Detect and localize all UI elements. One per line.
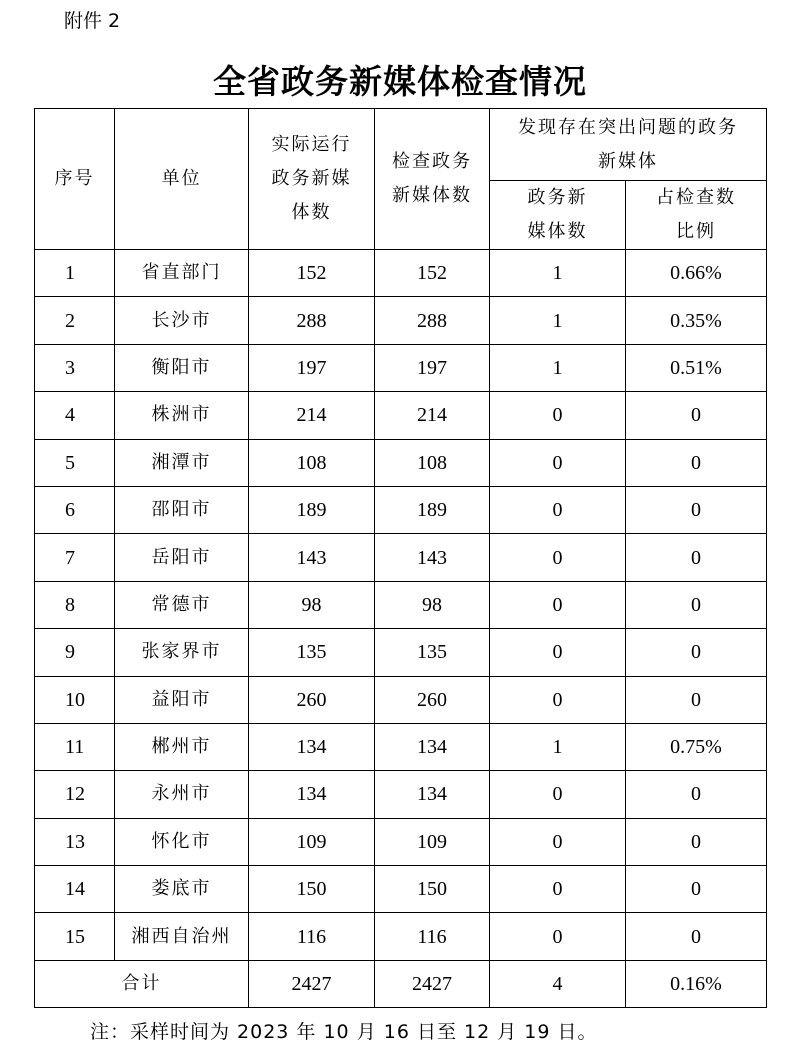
cell-unit: 长沙市 — [115, 297, 249, 344]
cell-seq: 10 — [35, 676, 115, 723]
cell-ratio: 0 — [626, 534, 767, 581]
header-checked-line1: 检查政务 — [392, 151, 472, 172]
cell-ratio: 0 — [626, 818, 767, 865]
cell-ratio: 0 — [626, 581, 767, 628]
cell-unit: 邵阳市 — [115, 486, 249, 533]
cell-issue-count: 0 — [490, 866, 626, 913]
table-row — [35, 676, 767, 723]
header-running-line2: 政务新媒 — [271, 168, 352, 189]
cell-ratio: 0.75% — [626, 723, 767, 770]
cell-unit: 永州市 — [115, 771, 249, 818]
header-seq: 序号 — [35, 109, 115, 250]
header-issue-count-line1: 政务新 — [527, 187, 588, 208]
cell-seq: 5 — [35, 439, 115, 486]
cell-checked-count: 109 — [375, 818, 490, 865]
header-running-count — [249, 109, 375, 250]
cell-ratio: 0.35% — [626, 297, 767, 344]
cell-checked-count: 288 — [375, 297, 490, 344]
cell-running-count: 189 — [249, 486, 375, 533]
cell-issue-count: 0 — [490, 913, 626, 960]
header-running-line1: 实际运行 — [271, 134, 352, 155]
cell-checked-count: 143 — [375, 534, 490, 581]
total-label: 合计 — [35, 960, 249, 1007]
sampling-note: 注：采样时间为 2023 年 10 月 16 日至 12 月 19 日。 — [90, 1021, 598, 1043]
cell-unit: 郴州市 — [115, 723, 249, 770]
cell-checked-count: 135 — [375, 629, 490, 676]
header-ratio-line1: 占检查数 — [656, 187, 736, 208]
cell-checked-count: 260 — [375, 676, 490, 723]
cell-issue-count: 0 — [490, 818, 626, 865]
header-issues-line1: 发现存在突出问题的政务 — [518, 116, 738, 138]
cell-unit: 省直部门 — [115, 250, 249, 297]
cell-running-count: 260 — [249, 676, 375, 723]
table-row — [35, 392, 767, 439]
table-row — [35, 250, 767, 297]
header-unit: 单位 — [115, 109, 249, 250]
attachment-label: 附件 2 — [64, 10, 121, 32]
cell-checked-count: 214 — [375, 392, 490, 439]
cell-checked-count: 98 — [375, 581, 490, 628]
total-running-count: 2427 — [249, 960, 375, 1007]
cell-ratio: 0 — [626, 486, 767, 533]
cell-issue-count: 1 — [490, 297, 626, 344]
cell-issue-count: 0 — [490, 439, 626, 486]
cell-seq: 14 — [35, 866, 115, 913]
total-row — [35, 960, 767, 1007]
cell-issue-count: 1 — [490, 723, 626, 770]
cell-seq: 6 — [35, 486, 115, 533]
header-checked-line2: 新媒体数 — [392, 185, 472, 206]
cell-seq: 12 — [35, 771, 115, 818]
cell-running-count: 98 — [249, 581, 375, 628]
inspection-table — [34, 108, 767, 1008]
cell-running-count: 109 — [249, 818, 375, 865]
cell-running-count: 214 — [249, 392, 375, 439]
cell-seq: 13 — [35, 818, 115, 865]
cell-issue-count: 0 — [490, 771, 626, 818]
cell-ratio: 0 — [626, 771, 767, 818]
cell-issue-count: 0 — [490, 676, 626, 723]
cell-seq: 2 — [35, 297, 115, 344]
cell-checked-count: 134 — [375, 771, 490, 818]
cell-running-count: 150 — [249, 866, 375, 913]
cell-issue-count: 1 — [490, 344, 626, 391]
cell-running-count: 152 — [249, 250, 375, 297]
cell-unit: 怀化市 — [115, 818, 249, 865]
cell-running-count: 108 — [249, 439, 375, 486]
cell-seq: 1 — [35, 250, 115, 297]
total-checked-count: 2427 — [375, 960, 490, 1007]
cell-unit: 常德市 — [115, 581, 249, 628]
table-row — [35, 723, 767, 770]
cell-seq: 11 — [35, 723, 115, 770]
table-row — [35, 534, 767, 581]
cell-unit: 岳阳市 — [115, 534, 249, 581]
cell-running-count: 197 — [249, 344, 375, 391]
cell-running-count: 288 — [249, 297, 375, 344]
table-row — [35, 297, 767, 344]
cell-checked-count: 189 — [375, 486, 490, 533]
cell-ratio: 0 — [626, 439, 767, 486]
cell-checked-count: 108 — [375, 439, 490, 486]
total-ratio: 0.16% — [626, 960, 767, 1007]
total-issue-count: 4 — [490, 960, 626, 1007]
table-row — [35, 913, 767, 960]
table-row — [35, 771, 767, 818]
table-row — [35, 866, 767, 913]
cell-issue-count: 0 — [490, 581, 626, 628]
cell-ratio: 0 — [626, 913, 767, 960]
header-checked-count — [375, 109, 490, 250]
table-row — [35, 344, 767, 391]
cell-seq: 4 — [35, 392, 115, 439]
header-issues-group — [490, 109, 767, 181]
cell-running-count: 134 — [249, 723, 375, 770]
cell-unit: 湘西自治州 — [115, 913, 249, 960]
cell-checked-count: 150 — [375, 866, 490, 913]
cell-unit: 张家界市 — [115, 629, 249, 676]
cell-seq: 9 — [35, 629, 115, 676]
header-issue-count-line2: 媒体数 — [527, 221, 588, 242]
cell-ratio: 0 — [626, 676, 767, 723]
cell-issue-count: 1 — [490, 250, 626, 297]
cell-seq: 8 — [35, 581, 115, 628]
header-issues-line2: 新媒体 — [598, 150, 658, 172]
cell-ratio: 0 — [626, 629, 767, 676]
cell-ratio: 0 — [626, 392, 767, 439]
cell-checked-count: 197 — [375, 344, 490, 391]
cell-issue-count: 0 — [490, 629, 626, 676]
cell-seq: 7 — [35, 534, 115, 581]
table-row — [35, 439, 767, 486]
table-row — [35, 818, 767, 865]
cell-checked-count: 116 — [375, 913, 490, 960]
header-issue-count — [490, 181, 626, 250]
cell-issue-count: 0 — [490, 486, 626, 533]
cell-running-count: 135 — [249, 629, 375, 676]
cell-running-count: 143 — [249, 534, 375, 581]
cell-issue-count: 0 — [490, 534, 626, 581]
cell-unit: 娄底市 — [115, 866, 249, 913]
cell-unit: 益阳市 — [115, 676, 249, 723]
cell-checked-count: 134 — [375, 723, 490, 770]
cell-running-count: 116 — [249, 913, 375, 960]
cell-unit: 株洲市 — [115, 392, 249, 439]
cell-ratio: 0 — [626, 866, 767, 913]
table-row — [35, 486, 767, 533]
header-ratio — [626, 181, 767, 250]
header-ratio-line2: 比例 — [676, 221, 716, 242]
cell-running-count: 134 — [249, 771, 375, 818]
header-row-1 — [35, 109, 767, 181]
table-row — [35, 629, 767, 676]
cell-issue-count: 0 — [490, 392, 626, 439]
header-running-line3: 体数 — [291, 202, 332, 223]
cell-checked-count: 152 — [375, 250, 490, 297]
table-row — [35, 581, 767, 628]
page-title: 全省政务新媒体检查情况 — [213, 62, 587, 101]
cell-ratio: 0.66% — [626, 250, 767, 297]
cell-ratio: 0.51% — [626, 344, 767, 391]
cell-unit: 湘潭市 — [115, 439, 249, 486]
cell-seq: 3 — [35, 344, 115, 391]
cell-unit: 衡阳市 — [115, 344, 249, 391]
cell-seq: 15 — [35, 913, 115, 960]
table-body — [35, 250, 767, 1008]
